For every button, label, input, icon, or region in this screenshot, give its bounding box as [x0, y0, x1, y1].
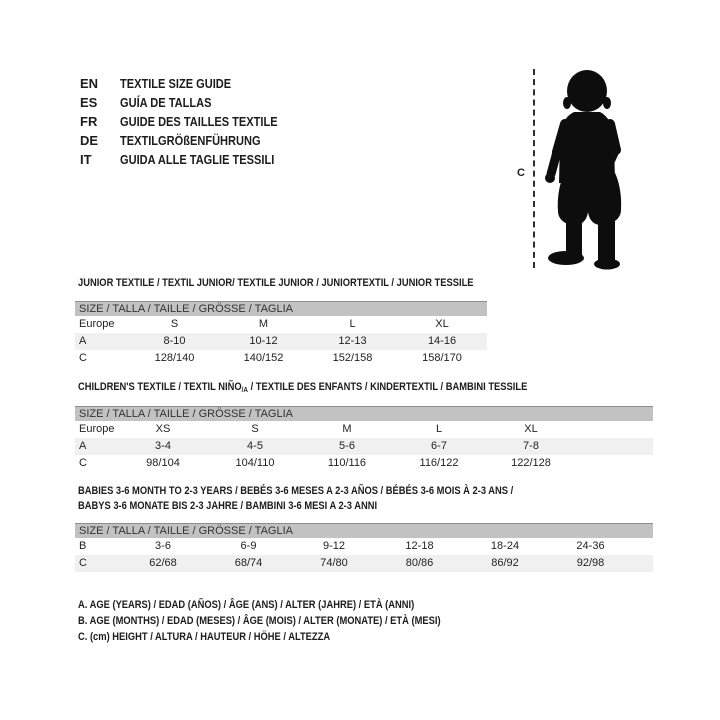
- guide-title-de: TEXTILGRÖßENFÜHRUNG: [120, 133, 261, 148]
- babies-size-table: [75, 523, 653, 572]
- row-label: Europe: [79, 318, 115, 330]
- cell: 5-6: [339, 440, 355, 452]
- table-row: [75, 538, 653, 555]
- row-label: C: [79, 352, 87, 364]
- junior-section-title: [78, 276, 543, 291]
- toddler-silhouette-icon: [544, 68, 628, 270]
- size-header-row: [75, 524, 653, 539]
- cell: 92/98: [576, 557, 605, 569]
- cell: 8-10: [163, 335, 186, 347]
- table-row: [75, 333, 487, 350]
- row-label: C: [79, 457, 87, 469]
- junior-size-table: [75, 301, 487, 367]
- cell: XL: [524, 423, 538, 435]
- row-label: A: [79, 335, 87, 347]
- children-title-post: / TEXTILE DES ENFANTS / KINDERTEXTIL / BAMBINI TESSILE: [247, 381, 528, 393]
- size-header-bar: SIZE / TALLA / TAILLE / GRÖSSE / TAGLIA: [75, 524, 653, 539]
- language-code: ES: [80, 95, 98, 110]
- height-measure-label: C: [517, 167, 525, 179]
- cell: 4-5: [247, 440, 263, 452]
- legend-line-b: [78, 613, 505, 629]
- legend-line-c: [78, 629, 505, 645]
- language-title-list: [80, 74, 305, 169]
- legend-line-a: [78, 597, 505, 613]
- children-title-text: [78, 380, 527, 397]
- cell: 12-13: [338, 335, 367, 347]
- cell: M: [258, 318, 269, 330]
- cell: 6-9: [240, 540, 257, 552]
- cell: 6-7: [431, 440, 447, 452]
- cell: L: [435, 423, 443, 435]
- table-row: [75, 555, 653, 572]
- language-code: DE: [80, 133, 99, 148]
- cell: S: [251, 423, 259, 435]
- babies-title-line2: BABYS 3-6 MONATE BIS 2-3 JAHRE / BAMBINI 3-6 MESI A 2-3 ANNI: [78, 500, 378, 512]
- cell: 62/68: [149, 557, 177, 569]
- guide-title-it: GUIDA ALLE TAGLIE TESSILI: [120, 152, 275, 167]
- cell: S: [170, 318, 179, 330]
- children-title-sub: /A: [241, 385, 248, 394]
- cell: 68/74: [234, 557, 263, 569]
- spacer-cell: [577, 455, 653, 472]
- table-row: [75, 455, 653, 472]
- spacer-cell: [577, 438, 653, 455]
- spacer-cell: [577, 421, 653, 438]
- measure-legend: [78, 597, 505, 645]
- children-size-table: [75, 406, 653, 472]
- children-title-pre: CHILDREN'S TEXTILE / TEXTIL NIÑO: [78, 381, 242, 393]
- row-label: C: [79, 557, 87, 569]
- language-code: IT: [80, 152, 92, 167]
- cell: L: [349, 318, 356, 330]
- language-row-fr: [80, 112, 305, 131]
- language-code: EN: [80, 76, 99, 91]
- height-measure-dashed-line: [533, 69, 535, 268]
- junior-title-text: JUNIOR TEXTILE / TEXTIL JUNIOR/ TEXTILE JUNIOR / JUNIORTEXTIL / JUNIOR TESSILE: [78, 277, 474, 289]
- language-row-en: [80, 74, 305, 93]
- cell: 18-24: [490, 540, 520, 552]
- table-row: [75, 438, 653, 455]
- language-row-it: [80, 150, 305, 169]
- cell: 122/128: [511, 457, 551, 469]
- table-row: [75, 316, 487, 333]
- size-header-bar: SIZE / TALLA / TAILLE / GRÖSSE / TAGLIA: [75, 302, 487, 317]
- cell: 74/80: [320, 557, 348, 569]
- cell: 98/104: [146, 457, 180, 469]
- children-section-title: [78, 380, 607, 397]
- guide-title-es: GUÍA DE TALLAS: [120, 95, 212, 110]
- cell: 7-8: [523, 440, 539, 452]
- legend-text-b: B. AGE (MONTHS) / EDAD (MESES) / ÂGE (MOIS) / ALTER (MONATE) / ETÀ (MESI): [78, 615, 441, 627]
- cell: 12-18: [405, 540, 434, 552]
- row-label: B: [79, 540, 87, 552]
- cell: 24-36: [576, 540, 605, 552]
- cell: 3-6: [155, 540, 171, 552]
- row-label: A: [79, 440, 87, 452]
- legend-text-a: A. AGE (YEARS) / EDAD (AÑOS) / ÂGE (ANS) / ALTER (JAHRE) / ETÀ (ANNI): [78, 599, 415, 611]
- language-code: FR: [80, 114, 98, 129]
- row-label: Europe: [79, 423, 115, 435]
- cell: 110/116: [327, 457, 367, 469]
- cell: 9-12: [322, 540, 346, 552]
- language-row-de: [80, 131, 305, 150]
- spacer-cell: [633, 555, 653, 572]
- size-header-row: [75, 302, 487, 317]
- table-row: [75, 421, 653, 438]
- cell: 128/140: [154, 352, 195, 364]
- guide-title-en: TEXTILE SIZE GUIDE: [120, 76, 232, 91]
- spacer-cell: [633, 538, 653, 555]
- cell: 10-12: [249, 335, 278, 347]
- cell: 140/152: [243, 352, 284, 364]
- cell: 3-4: [155, 440, 171, 452]
- cell: 86/92: [491, 557, 519, 569]
- cell: 104/110: [235, 457, 275, 469]
- size-header-row: [75, 407, 653, 422]
- language-row-es: [80, 93, 305, 112]
- cell: XL: [435, 318, 449, 330]
- cell: M: [342, 423, 352, 435]
- cell: 116/122: [419, 457, 459, 469]
- legend-text-c: C. (cm) HEIGHT / ALTURA / HAUTEUR / HÖHE / ALTEZZA: [78, 631, 331, 643]
- table-row: [75, 350, 487, 367]
- cell: 80/86: [405, 557, 434, 569]
- cell: 158/170: [422, 352, 462, 364]
- cell: 152/158: [332, 352, 373, 364]
- cell: XS: [155, 423, 171, 435]
- babies-section-title: [78, 484, 590, 514]
- size-header-bar: SIZE / TALLA / TAILLE / GRÖSSE / TAGLIA: [75, 407, 653, 422]
- guide-title-fr: GUIDE DES TAILLES TEXTILE: [120, 114, 278, 129]
- babies-title-line1: BABIES 3-6 MONTH TO 2-3 YEARS / BEBÉS 3-6 MESES A 2-3 AÑOS / BÉBÉS 3-6 MOIS À 2-3 ANS /: [78, 485, 514, 497]
- cell: 14-16: [427, 335, 457, 347]
